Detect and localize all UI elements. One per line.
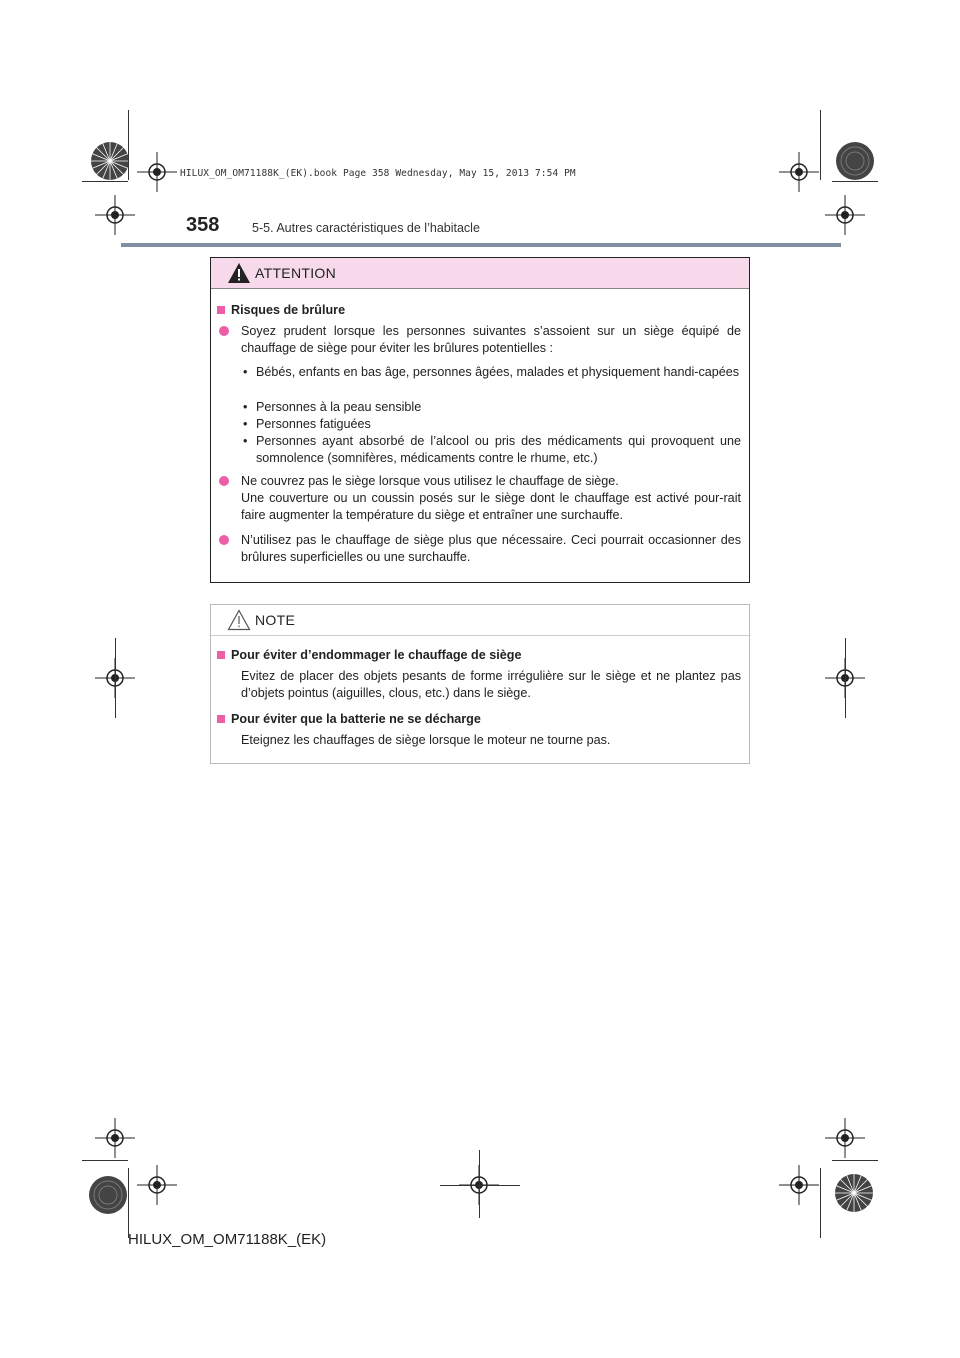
round-bullet-icon: [219, 326, 229, 336]
attention-item-3: [217, 532, 741, 566]
round-bullet-icon: [219, 535, 229, 545]
attention-item-2: [217, 473, 741, 524]
registration-sunburst-icon: [88, 1175, 128, 1215]
note-text-2: Eteignez les chauffages de siège lorsque le moteur ne tourne pas.: [241, 733, 611, 747]
crop-line: [82, 1160, 128, 1161]
crop-line: [820, 110, 821, 180]
attention-subitem-3: • Personnes fatiguées: [243, 416, 741, 433]
page-number: 358: [186, 214, 220, 236]
square-bullet-icon: [217, 651, 225, 659]
note-label: NOTE: [255, 612, 296, 628]
attention-item-2-line-2: Une couverture ou un coussin posés sur le siège dont le chauffage est activé pour-rait faire augmenter la température du siège et entraîner une surchauffe.: [241, 491, 741, 522]
book-stamp: HILUX_OM_OM71188K_(EK).book Page 358 Wednesday, May 15, 2013 7:54 PM: [180, 168, 576, 179]
crosshair-mark-icon: [95, 195, 135, 235]
crosshair-mark-icon: [825, 195, 865, 235]
attention-label: ATTENTION: [255, 265, 336, 281]
header-rule: [121, 243, 841, 247]
crosshair-mark-icon: [95, 1118, 135, 1158]
attention-item-1: [217, 323, 741, 357]
note-header: [211, 605, 749, 636]
note-heading-2-text: Pour éviter que la batterie ne se décharge: [231, 712, 481, 726]
note-heading-1: [217, 647, 741, 664]
warning-triangle-icon: [227, 262, 251, 284]
attention-item-1-text: Soyez prudent lorsque les personnes suivantes s’assoient sur un siège équipé de chauffage de siège pour éviter les brûlures potentielles :: [241, 324, 741, 355]
crosshair-mark-icon: [779, 1165, 819, 1205]
crop-line: [115, 638, 116, 718]
footer-doc-id: HILUX_OM_OM71188K_(EK): [128, 1231, 327, 1248]
attention-subitem-2-text: Personnes à la peau sensible: [256, 400, 422, 414]
note-text-1: Evitez de placer des objets pesants de forme irrégulière sur le siège et ne plantez pas d’objets pointus (aiguilles, clous, etc.) dans le siège.: [241, 669, 741, 700]
caution-triangle-icon: [227, 609, 251, 631]
registration-sunburst-icon: [834, 1173, 874, 1213]
crop-line: [832, 1160, 878, 1161]
registration-sunburst-icon: [90, 141, 130, 181]
crosshair-mark-icon: [779, 152, 819, 192]
attention-header: [211, 258, 749, 289]
attention-subitem-4-text: Personnes ayant absorbé de l’alcool ou pris des médicaments qui provoquent une somnolence (somnifères, médicaments contre le rhume, etc.): [256, 434, 741, 465]
crosshair-mark-icon: [825, 1118, 865, 1158]
attention-item-2-line-1: Ne couvrez pas le siège lorsque vous utilisez le chauffage de siège.: [241, 474, 619, 488]
attention-subitem-1: • Bébés, enfants en bas âge, personnes âgées, malades et physiquement handi-capées: [243, 365, 740, 379]
note-heading-2: [217, 711, 741, 728]
crosshair-mark-icon: [137, 1165, 177, 1205]
crop-line: [440, 1185, 520, 1186]
square-bullet-icon: [217, 715, 225, 723]
registration-sunburst-icon: [835, 141, 875, 181]
attention-subitem-3-text: Personnes fatiguées: [256, 417, 371, 431]
attention-heading: [217, 302, 741, 319]
crop-line: [820, 1168, 821, 1238]
round-bullet-icon: [219, 476, 229, 486]
attention-heading-text: Risques de brûlure: [231, 303, 346, 317]
crop-line: [82, 181, 128, 182]
section-title: 5-5. Autres caractéristiques de l’habitacle: [252, 221, 480, 235]
square-bullet-icon: [217, 306, 225, 314]
note-box: [210, 604, 750, 764]
crop-line: [128, 1168, 129, 1238]
attention-box: [210, 257, 750, 583]
attention-subitem-2: • Personnes à la peau sensible: [243, 399, 741, 416]
attention-subitem-1-text: Bébés, enfants en bas âge, personnes âgées, malades et physiquement handi-capées: [256, 365, 740, 379]
attention-subitem-4: • Personnes ayant absorbé de l’alcool ou pris des médicaments qui provoquent une somnolence (somnifères, médicaments contre le rhume, etc.): [243, 434, 741, 465]
note-heading-1-text: Pour éviter d’endommager le chauffage de siège: [231, 648, 522, 662]
crop-line: [128, 110, 129, 180]
crop-line: [832, 181, 878, 182]
crop-line: [479, 1150, 480, 1218]
attention-item-3-text: N’utilisez pas le chauffage de siège plus que nécessaire. Ceci pourrait occasionner des brûlures superficielles ou une surchauffe.: [241, 533, 741, 564]
crop-line: [845, 638, 846, 718]
crosshair-mark-icon: [137, 152, 177, 192]
